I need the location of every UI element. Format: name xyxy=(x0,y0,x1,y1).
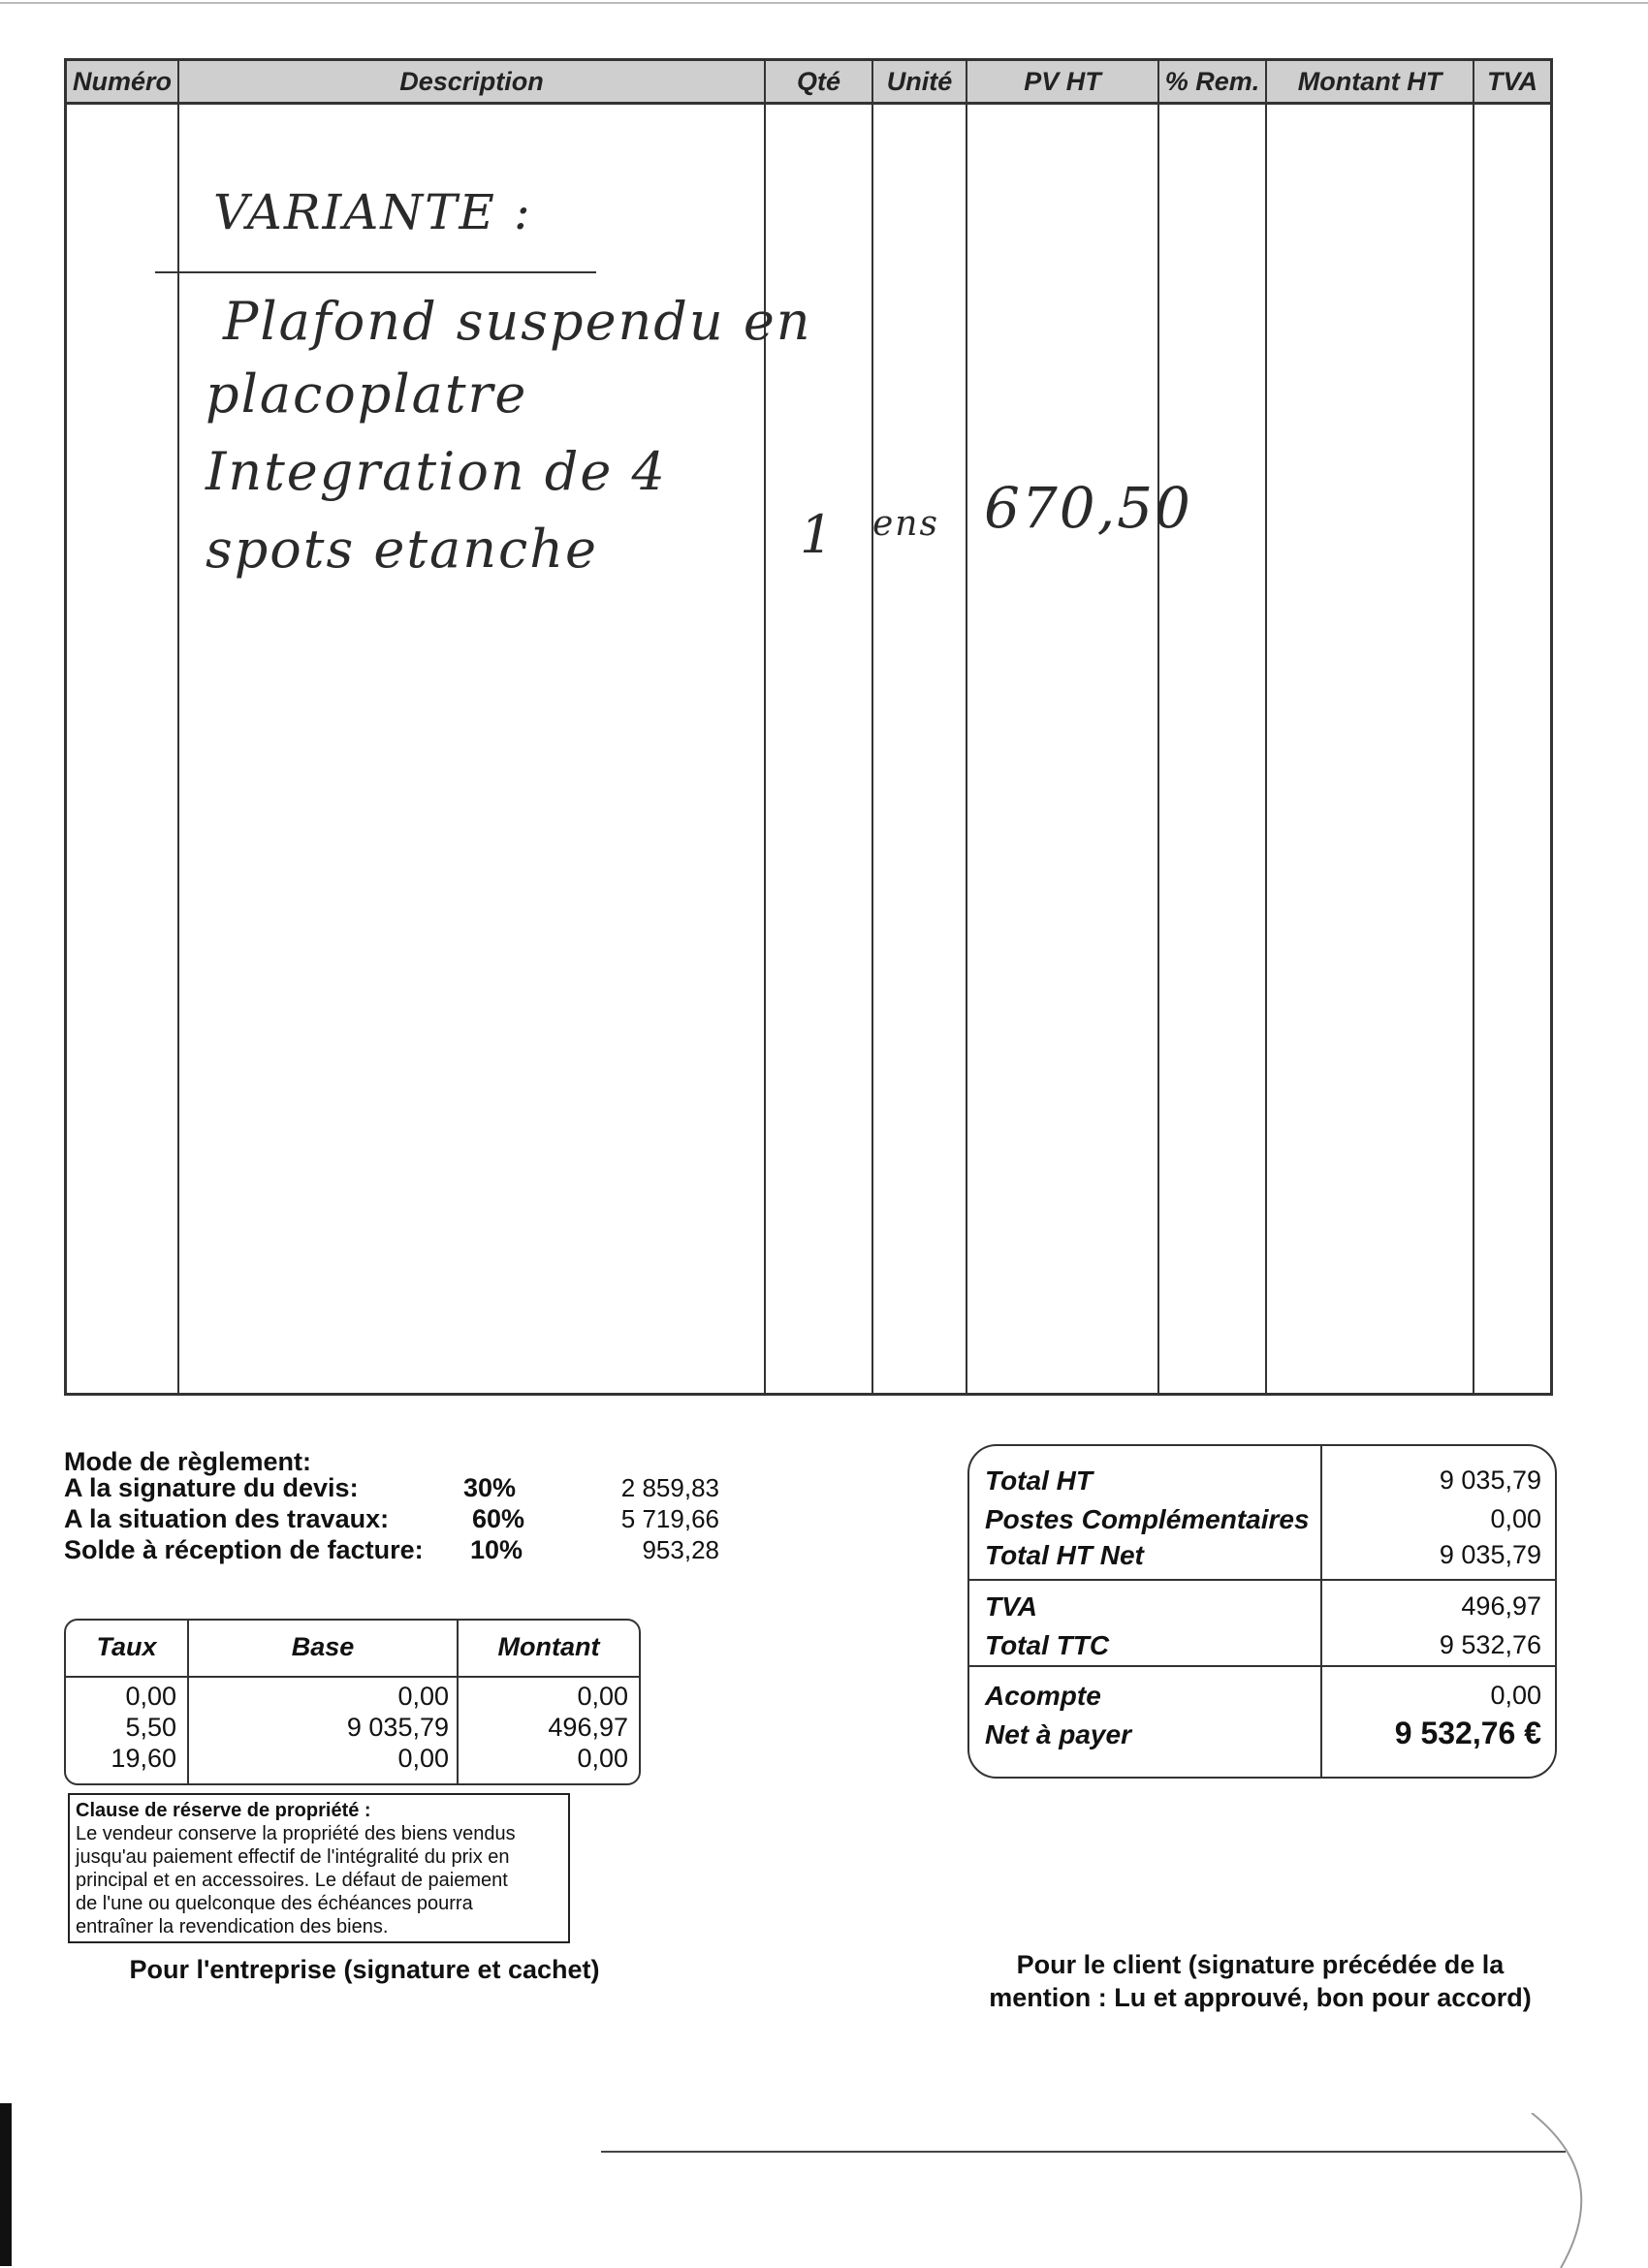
tax-table xyxy=(64,1619,641,1785)
acompte-value: 0,00 xyxy=(1490,1681,1541,1710)
header-unit: Unité xyxy=(873,61,966,105)
tva-label: TVA xyxy=(985,1591,1037,1622)
handwritten-line: placoplatre xyxy=(206,363,528,425)
handwritten-heading: VARIANTE : xyxy=(213,184,532,240)
totals-row-divider xyxy=(969,1579,1555,1581)
total-ht-net-value: 9 035,79 xyxy=(1439,1540,1541,1569)
scan-left-edge xyxy=(0,2103,12,2266)
column-divider xyxy=(872,61,873,1393)
clause-line: principal et en accessoires. Le défaut de paiement xyxy=(76,1870,508,1891)
tax-base-cell: 0,00 xyxy=(397,1744,449,1773)
totals-row-divider xyxy=(969,1665,1555,1667)
payment-term-percent: 30% xyxy=(463,1473,517,1502)
payment-term-amount: 5 719,66 xyxy=(620,1504,719,1533)
clause-line: de l'une ou quelconque des échéances pourra xyxy=(76,1893,473,1914)
payment-terms-title: Mode de règlement: xyxy=(64,1447,312,1476)
column-divider xyxy=(1473,61,1474,1393)
payment-term-label: A la situation des travaux: xyxy=(64,1504,390,1533)
handwritten-line: Integration de 4 xyxy=(206,441,667,502)
postes-complementaires-value: 0,00 xyxy=(1490,1504,1541,1533)
payment-term-label: Solde à réception de facture: xyxy=(64,1535,424,1564)
header-tva: TVA xyxy=(1474,61,1550,105)
items-table xyxy=(64,58,1553,1396)
acompte-label: Acompte xyxy=(985,1681,1101,1711)
clause-title: Clause de réserve de propriété : xyxy=(76,1800,371,1821)
clause-line: Le vendeur conserve la propriété des biens vendus xyxy=(76,1823,516,1844)
total-ht-value: 9 035,79 xyxy=(1439,1465,1541,1495)
tax-header-divider xyxy=(66,1676,639,1678)
column-divider xyxy=(1157,61,1159,1393)
totals-column-divider xyxy=(1320,1446,1322,1777)
tax-amount-cell: 0,00 xyxy=(577,1744,628,1773)
company-signature-label: Pour l'entreprise (signature et cachet) xyxy=(129,1955,600,1984)
tax-base-cell: 0,00 xyxy=(397,1682,449,1711)
total-ht-net-label: Total HT Net xyxy=(985,1540,1144,1570)
column-divider xyxy=(1265,61,1267,1393)
header-amount-ht: Montant HT xyxy=(1267,61,1473,105)
tax-rate-cell: 19,60 xyxy=(111,1744,176,1773)
header-quantity: Qté xyxy=(766,61,872,105)
client-signature-label-line2: mention : Lu et approuvé, bon pour accord) xyxy=(989,1983,1532,2012)
tax-header-rate: Taux xyxy=(96,1632,157,1661)
tax-header-base: Base xyxy=(291,1632,355,1661)
handwritten-underline xyxy=(155,271,596,273)
header-unit-price: PV HT xyxy=(967,61,1157,105)
header-discount: % Rem. xyxy=(1159,61,1265,105)
handwritten-line: Plafond suspendu en xyxy=(223,291,812,352)
handwritten-quantity: 1 xyxy=(800,504,836,565)
net-a-payer-value: 9 532,76 € xyxy=(1394,1716,1541,1750)
payment-term-percent: 10% xyxy=(470,1535,523,1564)
header-description: Description xyxy=(179,61,764,105)
column-divider xyxy=(177,61,179,1393)
clause-line: jusqu'au paiement effectif de l'intégralité du prix en xyxy=(76,1846,510,1868)
page-corner-curl xyxy=(1522,2113,1648,2268)
payment-term-percent: 60% xyxy=(472,1504,525,1533)
total-ht-label: Total HT xyxy=(985,1465,1093,1496)
clause-line: entraîner la revendication des biens. xyxy=(76,1916,389,1937)
tax-header-amount: Montant xyxy=(497,1632,600,1661)
handwritten-line: spots etanche xyxy=(206,519,598,580)
net-a-payer-label: Net à payer xyxy=(985,1719,1131,1749)
total-ttc-value: 9 532,76 xyxy=(1439,1630,1541,1659)
handwritten-price: 670,50 xyxy=(984,475,1192,541)
tax-amount-cell: 0,00 xyxy=(577,1682,628,1711)
postes-complementaires-label: Postes Complémentaires xyxy=(985,1504,1310,1534)
tax-rate-cell: 0,00 xyxy=(125,1682,176,1711)
ownership-clause-box xyxy=(68,1793,570,1943)
page-bottom-rule xyxy=(601,2151,1566,2153)
scan-top-line xyxy=(0,2,1648,4)
payment-term-amount: 953,28 xyxy=(642,1535,719,1564)
payment-term-amount: 2 859,83 xyxy=(620,1473,719,1502)
tax-base-cell: 9 035,79 xyxy=(346,1713,449,1742)
client-signature-label-line1: Pour le client (signature précédée de la xyxy=(1016,1950,1505,1979)
tva-value: 496,97 xyxy=(1461,1591,1541,1621)
handwritten-unit: ens xyxy=(872,504,939,544)
tax-rate-cell: 5,50 xyxy=(125,1713,176,1742)
column-divider xyxy=(966,61,967,1393)
column-divider xyxy=(764,61,766,1393)
header-numero: Numéro xyxy=(67,61,177,105)
total-ttc-label: Total TTC xyxy=(985,1630,1110,1660)
tax-amount-cell: 496,97 xyxy=(548,1713,628,1742)
payment-term-label: A la signature du devis: xyxy=(64,1473,359,1502)
totals-table xyxy=(967,1444,1557,1779)
